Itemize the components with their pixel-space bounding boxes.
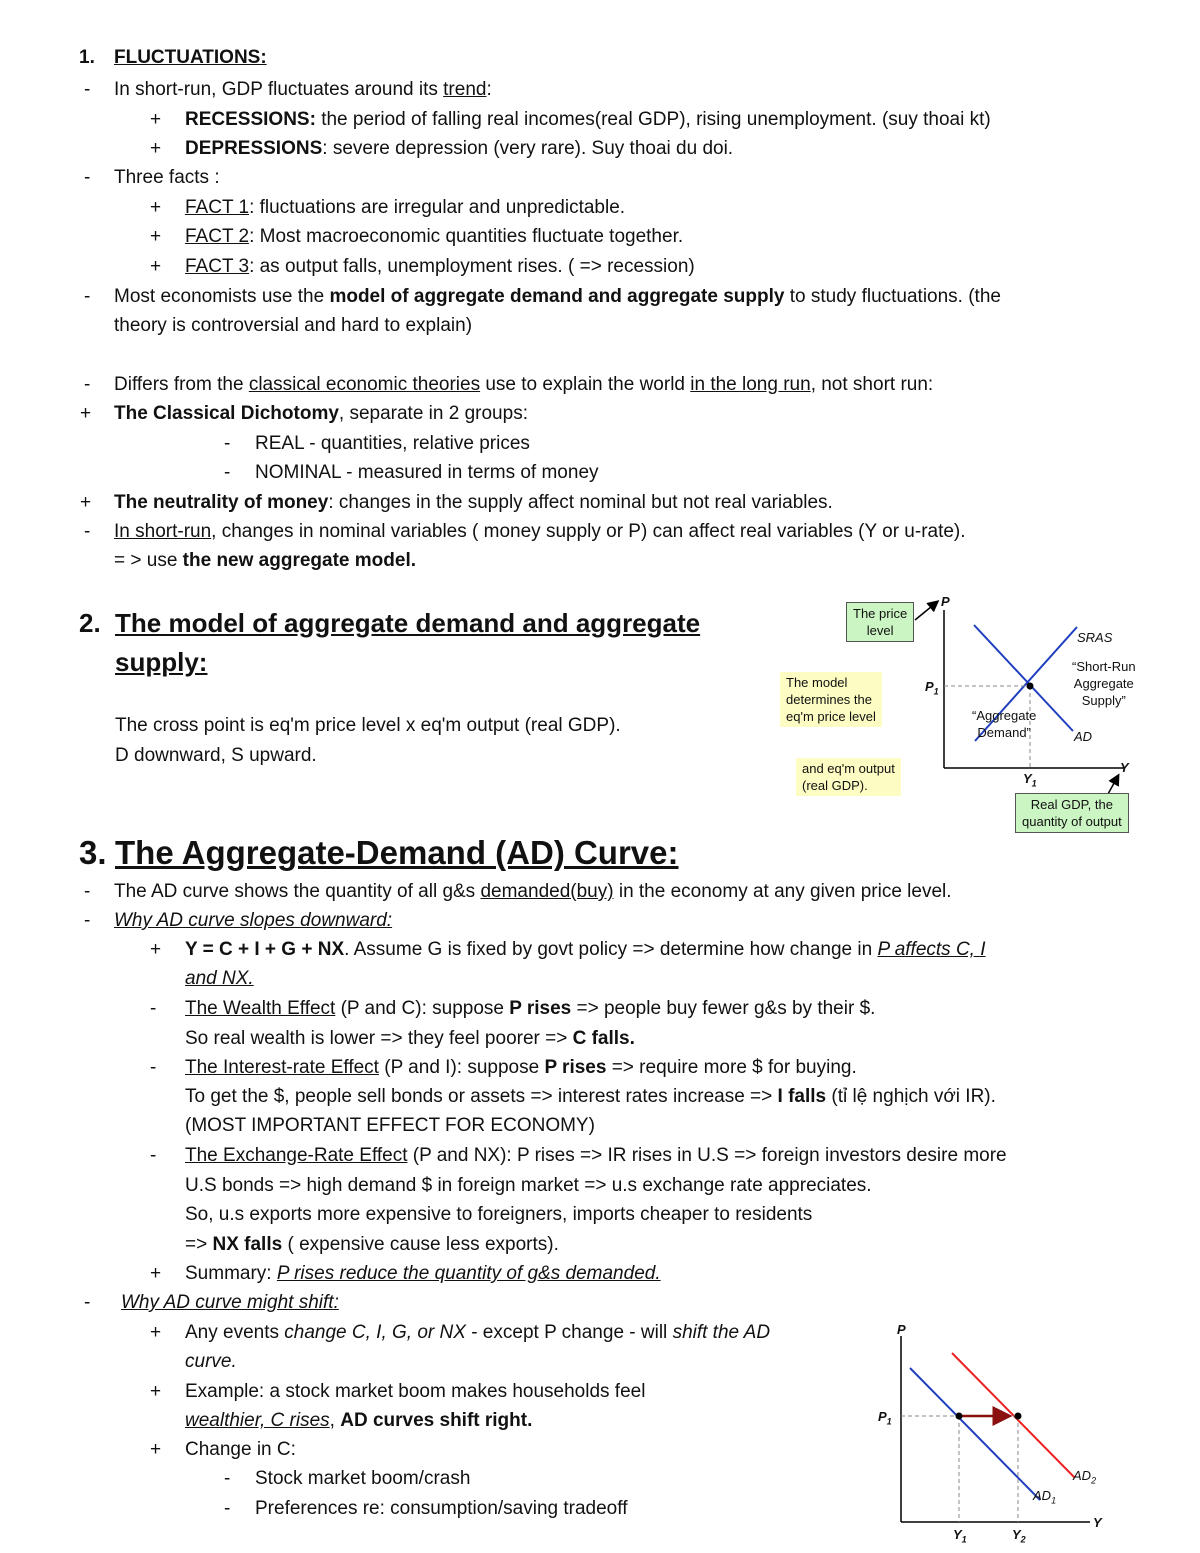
line-trend: In short-run, GDP fluctuates around its trend: [114, 79, 492, 100]
bullet-dash: - [224, 462, 231, 483]
line-summary: Summary: P rises reduce the quantity of g&s demanded. [185, 1263, 661, 1284]
line-real: REAL - quantities, relative prices [255, 433, 530, 454]
line-exchange-effect-2: U.S bonds => high demand $ in foreign market => u.s exchange rate appreciates. [185, 1175, 872, 1196]
line-use-model: = > use the new aggregate model. [114, 550, 416, 571]
figure-ad-shift [870, 1318, 1120, 1550]
price-box-arrow [915, 602, 937, 620]
line-exchange-effect-4: => NX falls ( expensive cause less exports). [185, 1234, 559, 1255]
equilibrium-point [1027, 683, 1034, 690]
line-exchange-effect: The Exchange-Rate Effect (P and NX): P rises => IR rises in U.S => foreign investors desire more [185, 1145, 1007, 1166]
line-wealth-effect: The Wealth Effect (P and C): suppose P rises => people buy fewer g&s by their $. [185, 998, 876, 1019]
bullet-plus: + [80, 403, 92, 424]
line-interest-effect-cont: To get the $, people sell bonds or assets => interest rates increase => I falls (tỉ lệ nghịch với IR). [185, 1086, 996, 1107]
bullet-plus: + [150, 256, 162, 277]
line-recessions: RECESSIONS: the period of falling real incomes(real GDP), rising unemployment. (suy thoai kt) [185, 109, 991, 130]
ad1-label: $AD_1$ [1033, 1488, 1057, 1506]
bullet-plus: + [150, 109, 162, 130]
line-model-cont: theory is controversial and hard to explain) [114, 315, 473, 336]
bullet-dash: - [84, 79, 91, 100]
line-y-equation: Y = C + I + G + NX. Assume G is fixed by govt policy => determine how change in P affects C, I [185, 939, 986, 960]
line-why-slopes: Why AD curve slopes downward: [114, 910, 393, 931]
bullet-dash: - [84, 286, 91, 307]
line-example-cont: wealthier, C rises, AD curves shift right. [185, 1410, 533, 1431]
line-neutrality: The neutrality of money: changes in the supply affect nominal but not real variables. [114, 492, 833, 513]
line-fact-2: FACT 2: Most macroeconomic quantities fluctuate together. [185, 226, 684, 247]
line-why-shift: Why AD curve might shift: [121, 1292, 339, 1313]
model-determines-box: The model determines the eq'm price level [780, 672, 882, 727]
section-3-number: 3. [79, 834, 107, 871]
bullet-plus: + [150, 939, 162, 960]
line-y-equation-cont: and NX. [185, 968, 254, 989]
line-three-facts: Three facts : [114, 167, 220, 188]
bullet-plus: + [80, 492, 92, 513]
y2-label: $Y_2$ [1012, 1527, 1026, 1545]
output-box: and eq'm output (real GDP). [796, 758, 901, 796]
bullet-dash: - [224, 1498, 231, 1519]
line-interest-important: (MOST IMPORTANT EFFECT FOR ECONOMY) [185, 1115, 595, 1136]
bullet-dash: - [84, 374, 91, 395]
bullet-dash: - [84, 1292, 91, 1313]
section-3-title: The Aggregate-Demand (AD) Curve: [115, 834, 679, 871]
point-ad2 [1015, 1413, 1022, 1420]
bullet-plus: + [150, 1439, 162, 1460]
line-fact-3: FACT 3: as output falls, unemployment rises. ( => recession) [185, 256, 695, 277]
line-exchange-effect-3: So, u.s exports more expensive to foreigners, imports cheaper to residents [185, 1204, 813, 1225]
p1-label: $P_1$ [878, 1409, 892, 1427]
bullet-dash: - [150, 998, 157, 1019]
ad1-curve [910, 1368, 1040, 1500]
y1-label: $Y_1$ [1023, 771, 1037, 789]
line-cross-point: The cross point is eq'm price level x eq'm output (real GDP). [115, 715, 621, 736]
real-gdp-box: Real GDP, the quantity of output [1015, 793, 1129, 833]
line-change-c: Change in C: [185, 1439, 296, 1460]
line-any-events: Any events change C, I, G, or NX - except P change - will shift the AD [185, 1322, 771, 1343]
line-example: Example: a stock market boom makes households feel [185, 1381, 646, 1402]
line-curve-slopes: D downward, S upward. [115, 745, 317, 766]
ad-desc: “Aggregate Demand” [972, 708, 1037, 740]
sras-desc: “Short-Run Aggregate Supply” [1072, 659, 1136, 708]
p1-label: $P_1$ [925, 679, 939, 697]
line-classical-dichotomy: The Classical Dichotomy, separate in 2 groups: [114, 403, 528, 424]
bullet-dash: - [84, 521, 91, 542]
line-interest-effect: The Interest-rate Effect (P and I): suppose P rises => require more $ for buying. [185, 1057, 857, 1078]
section-2-title-cont: supply: [115, 647, 208, 677]
line-nominal: NOMINAL - measured in terms of money [255, 462, 599, 483]
bullet-dash: - [84, 167, 91, 188]
line-depressions: DEPRESSIONS: severe depression (very rare). Suy thoai du doi. [185, 138, 734, 159]
bullet-dash: - [150, 1145, 157, 1166]
line-preferences: Preferences re: consumption/saving tradeoff [255, 1498, 628, 1519]
bullet-plus: + [150, 1263, 162, 1284]
bullet-dash: - [224, 433, 231, 454]
point-ad1 [956, 1413, 963, 1420]
figure-ad-as [780, 590, 1160, 835]
bullet-plus: + [150, 197, 162, 218]
bullet-plus: + [150, 1322, 162, 1343]
bullet-plus: + [150, 1381, 162, 1402]
ad-shift-graph [870, 1318, 1120, 1550]
ad-label: AD [1074, 729, 1093, 744]
bullet-dash: - [224, 1468, 231, 1489]
line-model: Most economists use the model of aggregate demand and aggregate supply to study fluctuations. (the [114, 286, 1001, 307]
line-stock-market: Stock market boom/crash [255, 1468, 471, 1489]
ad2-label: $AD_2$ [1073, 1468, 1097, 1486]
line-ad-definition: The AD curve shows the quantity of all g&s demanded(buy) in the economy at any given price level. [114, 881, 952, 902]
bullet-plus: + [150, 226, 162, 247]
line-short-run: In short-run, changes in nominal variables ( money supply or P) can affect real variables (Y or u-rate). [114, 521, 966, 542]
section-2-title: The model of aggregate demand and aggregate [115, 608, 701, 638]
bullet-plus: + [150, 138, 162, 159]
gdp-box-arrow [1108, 776, 1118, 794]
sras-label: SRAS [1077, 630, 1113, 645]
bullet-dash: - [84, 910, 91, 931]
y-axis-label: Y [1120, 760, 1129, 775]
line-fact-1: FACT 1: fluctuations are irregular and unpredictable. [185, 197, 626, 218]
line-wealth-effect-cont: So real wealth is lower => they feel poorer => C falls. [185, 1028, 635, 1049]
y-axis-label: Y [1093, 1515, 1102, 1530]
bullet-dash: - [84, 881, 91, 902]
y1-label: $Y_1$ [953, 1527, 967, 1545]
line-classical: Differs from the classical economic theories use to explain the world in the long run, not short run: [114, 374, 934, 395]
section-1-title: FLUCTUATIONS: [114, 47, 267, 68]
price-level-box: The price level [846, 602, 914, 642]
p-axis-label: P [941, 594, 950, 609]
section-1-number: 1. [79, 47, 95, 68]
bullet-dash: - [150, 1057, 157, 1078]
p-axis-label: P [897, 1322, 906, 1337]
line-any-events-cont: curve. [185, 1351, 237, 1372]
section-2-number: 2. [79, 608, 101, 638]
